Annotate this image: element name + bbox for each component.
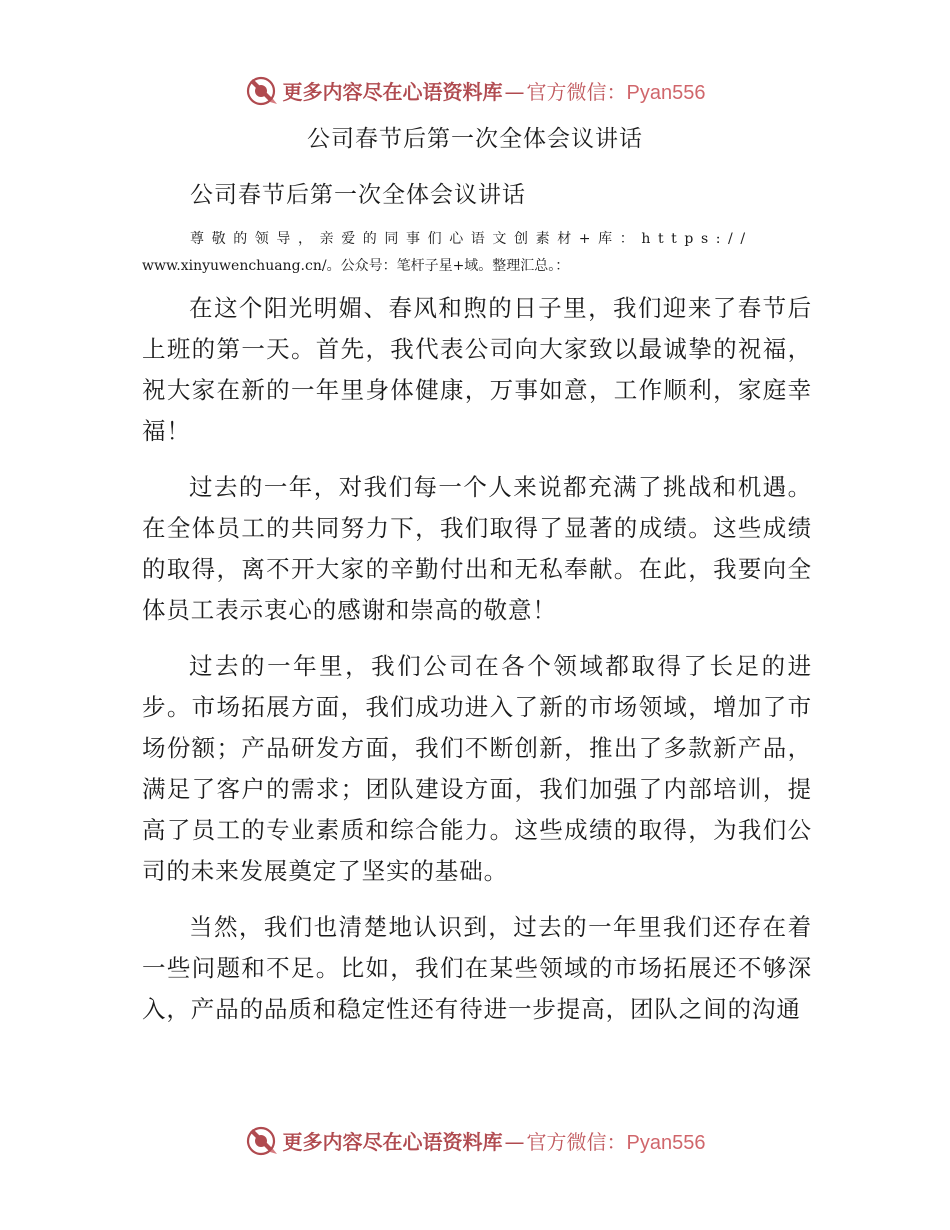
paragraph: 过去的一年，对我们每一个人来说都充满了挑战和机遇。在全体员工的共同努力下，我们取得了显著的成绩。这些成绩的取得，离不开大家的辛勤付出和无私奉献。在此，我要向全体员工表示衷心的感谢和崇高的敬意！ <box>142 473 812 624</box>
banner-slogan: 更多内容尽在心语资料库 <box>282 79 503 104</box>
document-body <box>142 288 812 1045</box>
banner-wechat-id: Pyan556 <box>626 1131 706 1154</box>
banner-text <box>283 76 706 105</box>
pen-logo-icon <box>245 1123 279 1157</box>
greeting-line-1: 尊敬的领导，亲爱的同事们心语文创素材+库：https:// <box>190 231 753 247</box>
page-title: 公司春节后第一次全体会议讲话 <box>307 126 643 152</box>
header-banner <box>0 70 950 110</box>
greeting <box>142 226 812 280</box>
greeting-line-2: www.xinyuwenchuang.cn/。公众号：笔杆子星+域。整理汇总。： <box>142 258 570 274</box>
paragraph: 过去的一年里，我们公司在各个领域都取得了长足的进步。市场拓展方面，我们成功进入了新的市场领域，增加了市场份额；产品研发方面，我们不断创新，推出了多款新产品，满足了客户的需求；团队建设方面，我们加强了内部培训，提高了员工的专业素质和综合能力。这些成绩的取得，为我们公司的未来发展奠定了坚实的基础。 <box>142 652 812 885</box>
paragraph: 当然，我们也清楚地认识到，过去的一年里我们还存在着一些问题和不足。比如，我们在某些领域的市场拓展还不够深入，产品的品质和稳定性还有待进一步提高，团队之间的沟通 <box>142 913 812 1023</box>
banner-wechat-label: 官方微信： <box>526 79 627 104</box>
page-subtitle: 公司春节后第一次全体会议讲话 <box>190 182 526 208</box>
banner-text <box>283 1126 706 1155</box>
banner-separator: — <box>504 1129 525 1154</box>
pen-logo-icon <box>245 73 279 107</box>
banner-slogan: 更多内容尽在心语资料库 <box>282 1129 503 1154</box>
banner-wechat-id: Pyan556 <box>626 81 706 104</box>
footer-banner <box>0 1120 950 1160</box>
banner-wechat-label: 官方微信： <box>526 1129 627 1154</box>
banner-separator: — <box>504 79 525 104</box>
paragraph: 在这个阳光明媚、春风和煦的日子里，我们迎来了春节后上班的第一天。首先，我代表公司向大家致以最诚挚的祝福，祝大家在新的一年里身体健康，万事如意，工作顺利，家庭幸福！ <box>142 294 812 445</box>
